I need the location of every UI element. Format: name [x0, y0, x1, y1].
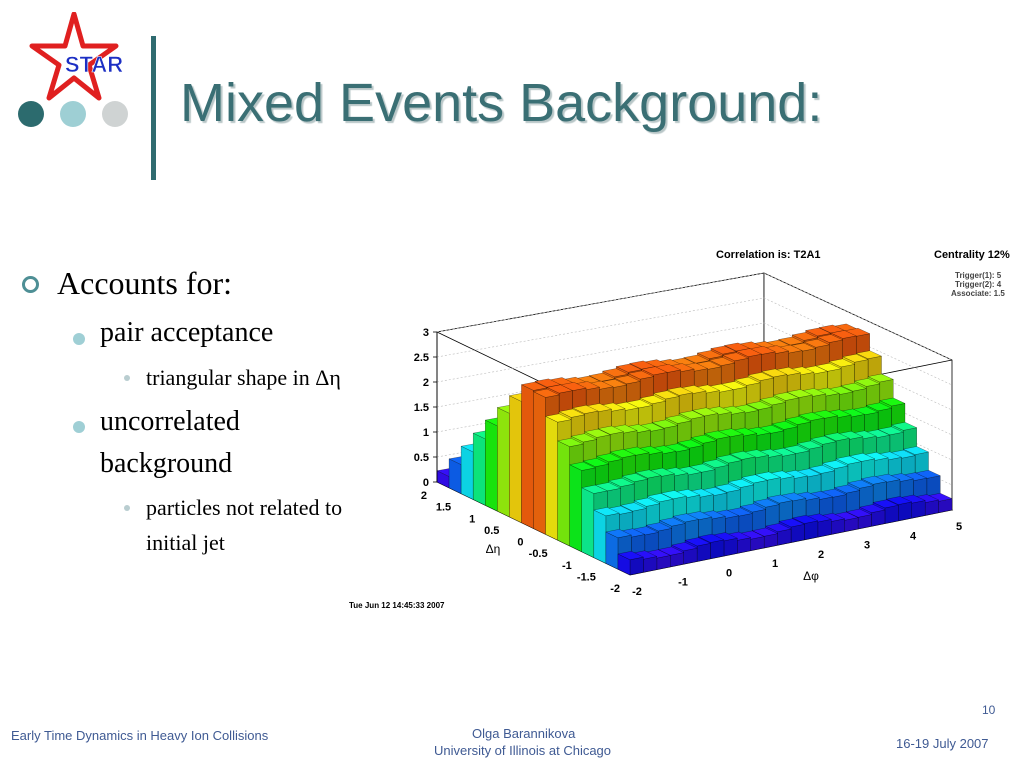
bullet-marker-l3 [124, 375, 130, 381]
bullet-marker-l2 [73, 421, 85, 433]
eta-tick-label: 0 [517, 536, 524, 549]
z-tick-label: 0.5 [413, 452, 429, 464]
plot-centrality-label: Centrality 12% [934, 249, 1010, 261]
lego-plot [380, 270, 1020, 600]
footer-conference: Early Time Dynamics in Heavy Ion Collisions [11, 728, 269, 743]
bullet-pair-acceptance: pair acceptance [100, 317, 274, 348]
eta-tick-label: 1 [469, 513, 476, 526]
z-tick-label: 0 [422, 477, 429, 489]
eta-tick-label: 2 [420, 490, 427, 502]
eta-tick-label: -0.5 [528, 548, 548, 561]
bullet-triangular-shape: triangular shape in Δη [146, 365, 341, 390]
bullet-accounts-for: Accounts for: [57, 265, 233, 301]
eta-tick-label: -2 [610, 583, 620, 595]
bullet-marker-l1 [22, 276, 39, 293]
star-icon [28, 12, 146, 102]
page-title: Mixed Events Background: [180, 73, 823, 133]
plot-trigger1: Trigger(1): 5 [955, 271, 1002, 280]
decor-dot-mid [60, 101, 86, 127]
phi-tick-label: 2 [817, 548, 825, 561]
eta-tick-label: -1 [561, 559, 572, 572]
phi-tick-label: 3 [863, 539, 871, 552]
decor-dot-light [102, 101, 128, 127]
star-logo [28, 12, 146, 102]
phi-tick-label: 5 [955, 521, 963, 533]
bullet-uncorrelated: uncorrelated [100, 406, 240, 437]
bullet-particles-not-related: particles not related to [146, 495, 343, 520]
plot-timestamp: Tue Jun 12 14:45:33 2007 [349, 601, 445, 610]
phi-tick-label: 1 [771, 558, 779, 571]
phi-tick-label: -2 [632, 586, 642, 598]
z-tick-label: 1.5 [413, 402, 429, 414]
phi-tick-label: 4 [909, 530, 917, 543]
bullet-marker-l3 [124, 505, 130, 511]
phi-axis-label: Δφ [803, 569, 819, 583]
page-number: 10 [982, 703, 996, 717]
plot-trigger2: Trigger(2): 4 [955, 280, 1002, 289]
eta-tick-label: 1.5 [435, 501, 452, 514]
bullet-marker-l2 [73, 333, 85, 345]
title-divider [151, 36, 156, 180]
footer-affiliation: University of Illinois at Chicago [434, 743, 612, 758]
phi-tick-label: -1 [678, 576, 688, 589]
eta-tick-label: 0.5 [484, 524, 500, 537]
z-tick-label: 2 [422, 377, 429, 389]
plot-associate: Associate: 1.5 [951, 289, 1005, 298]
plot-correlation-label: Correlation is: T2A1 [716, 249, 821, 261]
eta-axis-label: Δη [485, 542, 501, 556]
decor-dot-dark [18, 101, 44, 127]
footer-date: 16-19 July 2007 [896, 736, 989, 751]
eta-tick-label: -1.5 [576, 571, 596, 584]
phi-tick-label: 0 [725, 567, 733, 580]
logo-text: STAR [64, 52, 124, 77]
footer-author: Olga Barannikova [472, 726, 576, 741]
z-tick-label: 2.5 [413, 352, 429, 364]
z-tick-label: 3 [422, 327, 429, 339]
z-tick-label: 1 [422, 427, 429, 439]
bullet-background: background [100, 448, 233, 479]
bullet-initial-jet: initial jet [146, 530, 225, 555]
